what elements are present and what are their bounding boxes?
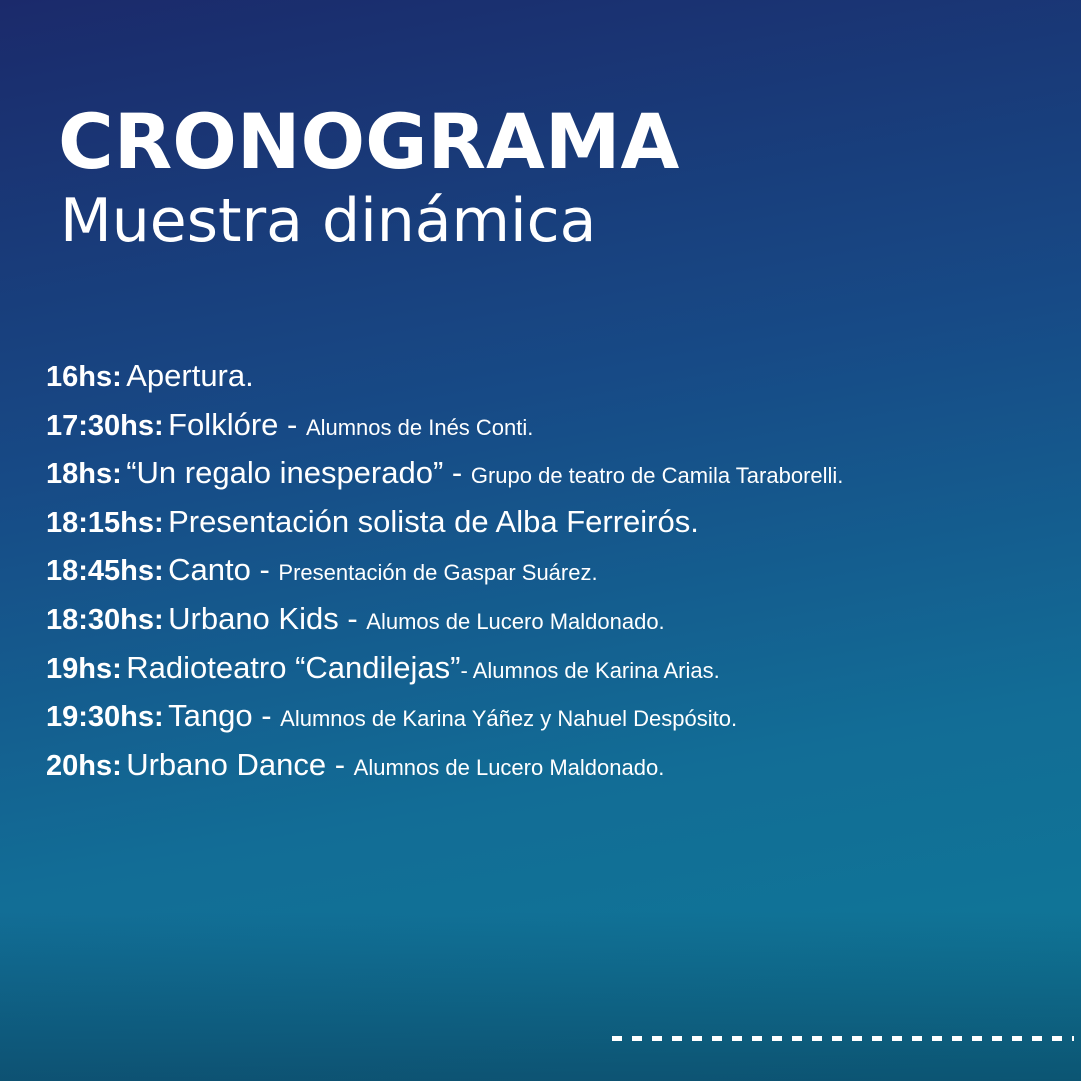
schedule-item <box>46 741 843 790</box>
schedule-detail: - Alumnos de Karina Arias. <box>460 657 720 683</box>
schedule-time: 16hs: <box>46 361 122 393</box>
schedule-act: Urbano Kids - <box>168 600 367 636</box>
schedule-act: Folklóre - <box>168 406 306 442</box>
schedule-item <box>46 595 843 644</box>
schedule-detail: Presentación de Gaspar Suárez. <box>278 560 598 586</box>
schedule-item <box>46 401 843 450</box>
schedule-act: Apertura. <box>126 358 254 393</box>
schedule-time: 17:30hs: <box>46 409 164 442</box>
schedule-item <box>46 546 843 595</box>
schedule-detail: Alumnos de Lucero Maldonado. <box>353 754 665 780</box>
schedule-act: Presentación solista de Alba Ferreirós. <box>168 503 699 539</box>
schedule-item <box>46 644 843 693</box>
schedule-item <box>46 498 843 547</box>
schedule-time: 18:45hs: <box>46 555 164 588</box>
schedule-item <box>46 692 843 741</box>
schedule-act: Radioteatro “Candilejas” <box>126 649 461 685</box>
schedule-list <box>46 352 843 789</box>
schedule-act: Canto - <box>168 552 279 588</box>
schedule-act: Urbano Dance - <box>126 746 354 782</box>
schedule-detail: Alumos de Lucero Maldonado. <box>366 608 665 634</box>
schedule-item <box>46 449 843 498</box>
schedule-time: 19hs: <box>46 652 122 685</box>
schedule-time: 19:30hs: <box>46 701 164 734</box>
page-title: CRONOGRAMA <box>58 97 680 186</box>
schedule-detail: Grupo de teatro de Camila Taraborelli. <box>470 463 844 489</box>
schedule-time: 18hs: <box>46 458 122 491</box>
schedule-detail: Alumnos de Inés Conti. <box>305 414 534 440</box>
page-subtitle: Muestra dinámica <box>60 186 597 256</box>
schedule-detail: Alumnos de Karina Yáñez y Nahuel Despósito. <box>280 706 738 732</box>
schedule-time: 18:15hs: <box>46 506 164 539</box>
dotted-line-decoration <box>612 1036 1074 1041</box>
schedule-time: 20hs: <box>46 749 122 782</box>
schedule-act: “Un regalo inesperado” - <box>126 455 471 491</box>
schedule-act: Tango - <box>168 698 281 734</box>
schedule-time: 18:30hs: <box>46 603 164 636</box>
schedule-item <box>46 352 843 401</box>
